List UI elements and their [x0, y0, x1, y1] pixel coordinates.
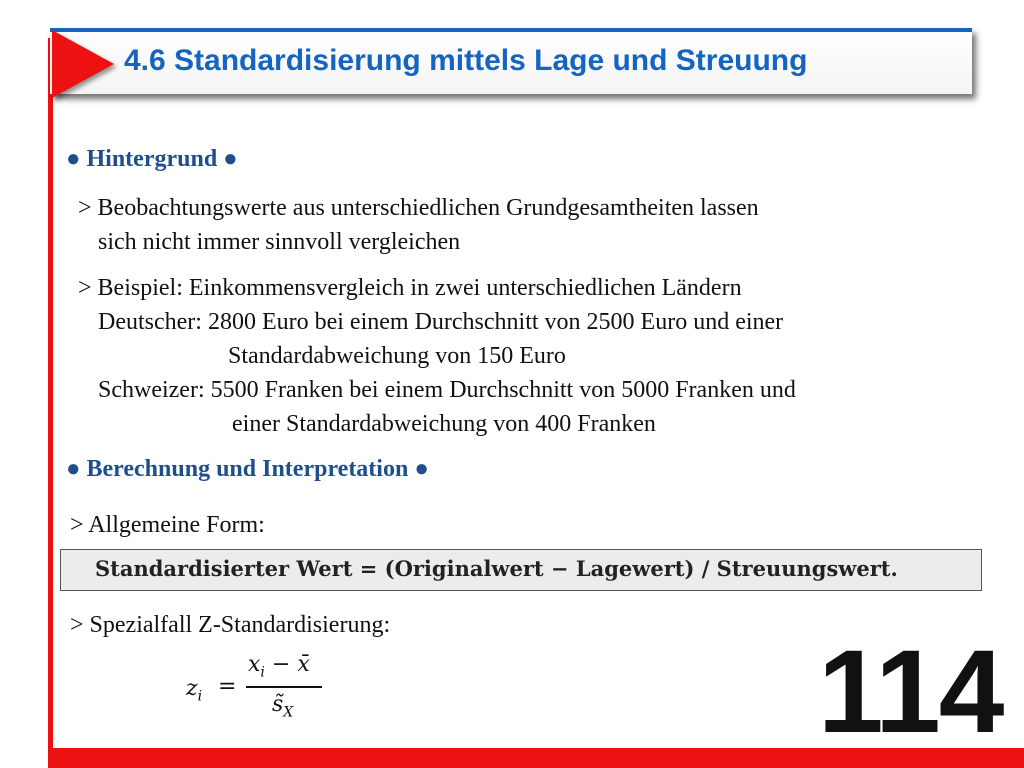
paragraph-2-line-1: > Beispiel: Einkommensvergleich in zwei unterschiedlichen Ländern — [78, 275, 742, 301]
title-arrow-icon — [52, 30, 114, 98]
z-standardization-formula — [186, 652, 336, 732]
paragraph-1-line-2: sich nicht immer sinnvoll vergleichen — [98, 229, 461, 255]
page-number: 114 — [818, 626, 1003, 758]
formula-numerator: $x_i$ − x̄ — [248, 652, 310, 681]
fraction-line — [246, 686, 322, 688]
general-formula-box — [60, 549, 982, 591]
formula-lhs: $z_i$ — [186, 676, 203, 705]
paragraph-2-line-2: Deutscher: 2800 Euro bei einem Durchschnitt von 2500 Euro und einer — [98, 309, 784, 335]
left-accent-bar — [48, 38, 53, 750]
special-case-label: > Spezialfall Z-Standardisierung: — [70, 612, 391, 638]
paragraph-2-line-4: Schweizer: 5500 Franken bei einem Durchschnitt von 5000 Franken und — [98, 377, 796, 403]
general-formula-text: Standardisierter Wert = (Originalwert − Lagewert) / Streuungswert. — [95, 556, 898, 581]
slide-title: 4.6 Standardisierung mittels Lage und Streuung — [124, 44, 808, 77]
general-form-label: > Allgemeine Form: — [70, 512, 265, 538]
section-heading-hintergrund: ● Hintergrund ● — [66, 146, 238, 172]
formula-denominator: $s̃_X$ — [272, 692, 294, 721]
paragraph-2-line-5: einer Standardabweichung von 400 Franken — [232, 411, 656, 437]
paragraph-1-line-1: > Beobachtungswerte aus unterschiedlichen Grundgesamtheiten lassen — [78, 195, 759, 221]
section-heading-berechnung: ● Berechnung und Interpretation ● — [66, 456, 429, 482]
formula-equals: = — [218, 674, 237, 699]
paragraph-2-line-3: Standardabweichung von 150 Euro — [228, 343, 566, 369]
